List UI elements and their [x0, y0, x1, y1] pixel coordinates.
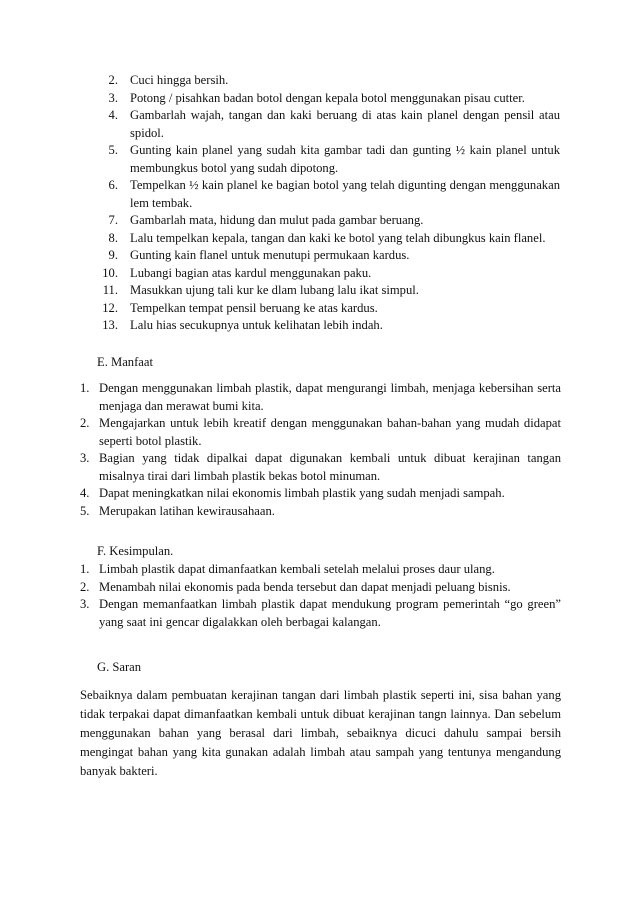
item-text: Lubangi bagian atas kardul menggunakan paku. [130, 265, 372, 280]
item-text: Mengajarkan untuk lebih kreatif dengan menggunakan bahan-bahan yang mudah didapat seperti botol plastik. [99, 416, 561, 448]
item-number: 2. [80, 416, 90, 430]
list-item [0, 596, 561, 631]
item-number: 10. [102, 265, 118, 280]
item-number: 12. [102, 300, 118, 315]
saran-paragraph: Sebaiknya dalam pembuatan kerajinan tangan dari limbah plastik seperti ini, sisa bahan yang tidak terpakai dapat dimanfaatkan kembali untuk dibuat kerajinan tangn lainnya. Dan sebelum menggunakan bahan yang berasal dari limbah, sebaiknya dicuci dahulu sampai bersih mengingat bahan yang kita gunakan adalah limbah atau sampah yang tentunya mengandung banyak bakteri. [80, 688, 561, 778]
item-number: 3. [108, 90, 118, 105]
section-heading-saran: G. Saran [97, 660, 142, 674]
item-number: 13. [102, 318, 118, 332]
item-number: 4. [80, 486, 90, 500]
list-item [0, 230, 560, 248]
item-text: Gambarlah wajah, tangan dan kaki beruang di atas kain planel dengan pensil atau spidol. [130, 108, 560, 140]
item-number: 11. [102, 283, 118, 297]
item-text: Limbah plastik dapat dimanfaatkan kembali setelah melalui proses daur ulang. [99, 562, 495, 576]
list-item [0, 282, 560, 300]
item-text: Cuci hingga bersih. [130, 73, 229, 87]
list-item [0, 450, 561, 485]
list-item [0, 380, 561, 415]
list-item [0, 300, 560, 318]
item-text: Lalu hias secukupnya untuk kelihatan lebih indah. [130, 318, 383, 332]
section-heading-manfaat: E. Manfaat [97, 355, 153, 369]
list-item [0, 503, 561, 521]
item-number: 9. [108, 248, 118, 262]
item-number: 7. [108, 213, 118, 227]
item-text: Potong / pisahkan badan botol dengan kepala botol menggunakan pisau cutter. [130, 90, 525, 105]
item-text: Merupakan latihan kewirausahaan. [99, 503, 275, 518]
item-number: 2. [80, 579, 90, 594]
list-item [0, 177, 560, 212]
item-text: Masukkan ujung tali kur ke dlam lubang lalu ikat simpul. [130, 283, 419, 297]
item-number: 3. [80, 597, 90, 611]
list-item [0, 247, 560, 265]
item-text: Tempelkan tempat pensil beruang ke atas kardus. [130, 300, 378, 315]
item-number: 1. [80, 381, 90, 395]
item-number: 8. [108, 230, 118, 245]
craft-steps-list [0, 72, 638, 335]
item-text: Gunting kain planel yang sudah kita gambar tadi dan gunting ½ kain planel untuk membungkus botol yang sudah dipotong. [130, 143, 560, 175]
item-number: 6. [108, 178, 118, 192]
item-text: Lalu tempelkan kepala, tangan dan kaki ke botol yang telah dibungkus kain flanel. [130, 230, 546, 245]
section-heading-kesimpulan: F. Kesimpulan. [97, 544, 174, 558]
item-number: 5. [108, 143, 118, 157]
item-number: 3. [80, 451, 90, 465]
item-text: Menambah nilai ekonomis pada benda tersebut dan dapat menjadi peluang bisnis. [99, 579, 511, 594]
item-text: Bagian yang tidak dipalkai dapat digunakan kembali untuk dibuat kerajinan tangan misalnya tirai dari limbah plastik bekas botol minuman. [99, 451, 561, 483]
item-number: 2. [108, 73, 118, 87]
list-item [0, 561, 561, 579]
list-item [0, 212, 560, 230]
item-text: Dengan menggunakan limbah plastik, dapat mengurangi limbah, menjaga kebersihan serta menjaga dan merawat bumi kita. [99, 381, 561, 413]
list-item [0, 107, 560, 142]
kesimpulan-list [0, 561, 638, 631]
item-text: Dapat meningkatkan nilai ekonomis limbah plastik yang sudah menjadi sampah. [99, 486, 505, 500]
item-number: 5. [80, 503, 90, 518]
list-item [0, 90, 560, 108]
list-item [0, 265, 560, 283]
list-item [0, 579, 561, 597]
list-item [0, 415, 561, 450]
list-item [0, 317, 560, 335]
item-number: 4. [108, 108, 118, 122]
list-item [0, 485, 561, 503]
item-text: Gunting kain flanel untuk menutupi permukaan kardus. [130, 248, 410, 262]
item-text: Gambarlah mata, hidung dan mulut pada gambar beruang. [130, 213, 424, 227]
item-text: Tempelkan ½ kain planel ke bagian botol yang telah digunting dengan menggunakan lem tembak. [130, 178, 560, 210]
item-number: 1. [80, 562, 90, 576]
item-text: Dengan memanfaatkan limbah plastik dapat mendukung program pemerintah “go green” yang saat ini gencar digalakkan oleh berbagai kalangan. [99, 597, 561, 629]
list-item [0, 142, 560, 177]
list-item [0, 72, 560, 90]
manfaat-list [0, 380, 638, 520]
